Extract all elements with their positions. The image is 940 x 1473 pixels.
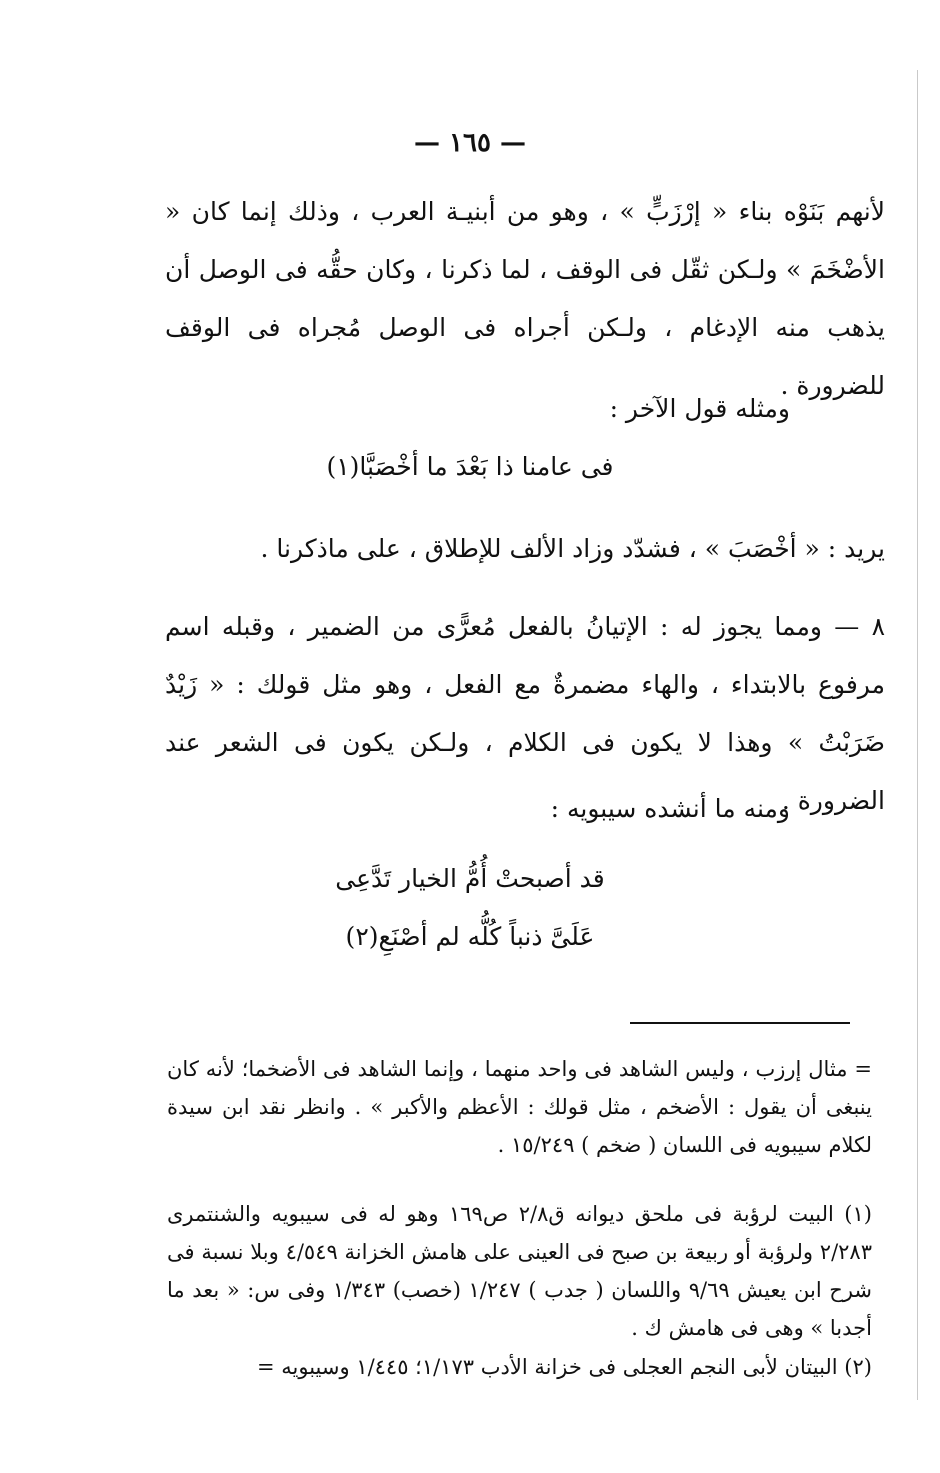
body-paragraph-3: ٨ — ومما يجوز له : الإتيانُ بالفعل مُعرًّى من الضمير ، وقبله اسم مرفوع بالابتداء ، والهاء مضمرةٌ مع الفعل ، وهو مثل قولك : « زَيْدٌ ضَرَبْتُ » وهذا لا يكون فى الكلام ، ولـكن يكون فى الشعر عند الضرورة .: [165, 612, 885, 815]
verse-intro-2: ومنه ما أنشده سيبويه :: [550, 794, 790, 823]
body-paragraph-1: لأنهم بَنَوْه بناء « إرْزَبٍّ » ، وهو من أبنيـة العرب ، وذلك إنما كان « الأضْخَمَ » ولـكن ثقّل فى الوقف ، لما ذكرنا ، وكان حقُّه فى الوصل أن يذهب منه الإدغام ، ولـكن أجراه فى الوصل مُجراه فى الوقف للضرورة .: [165, 197, 885, 400]
body-paragraph-2: يريد : « أخْصَبَ » ، فشدّد وزاد الألف للإطلاق ، على ماذكرنا .: [260, 534, 885, 563]
footnote-2: (٢) البيتان لأبى النجم العجلى فى خزانة الأدب ١/١٧٣؛ ١/٤٤٥ وسيبويه =: [256, 1355, 872, 1379]
verse-intro-1: ومثله قول الآخر :: [609, 394, 790, 423]
verse-line-2a: قد أصبحتْ أُمُّ الخيار تَدَّعِى: [335, 864, 605, 893]
footnote-1: (١) البيت لرؤبة فى ملحق ديوانه ق٢/٨ ص١٦٩ وهو له فى سيبويه والشنتمرى ٢/٢٨٣ ولرؤبة أو ربيعة بن صبح فى العينى على هامش الخزانة ٤/٥٤٩ وبلا نسبة فى شرح ابن يعيش ٩/٦٩ واللسان ( جدب ) ١/٢٤٧ (خصب) ١/٣٤٣ وفى س: « بعد ما أجدبا » وهى فى هامش ك .: [167, 1202, 872, 1340]
verse-line-1: فى عامنا ذا بَعْدَ ما أخْصَبَّا(١): [326, 452, 614, 481]
footnote-separator: [630, 1022, 850, 1024]
page-edge-line: [917, 70, 918, 1400]
footnote-continued: = مثال إرزب ، وليس الشاهد فى واحد منهما ، وإنما الشاهد فى الأضخما؛ لأنه كان ينبغى أن يقول : الأضخم ، مثل قولك : الأعظم والأكبر » . وانظر نقد ابن سيدة لكلام سيبويه فى اللسان ( ضخم ) ١٥/٢٤٩ .: [167, 1057, 872, 1157]
verse-line-2b: عَلَىَّ ذنباً كُلُّه لم أصْنَعِ(٢): [345, 922, 595, 951]
page-number: — ١٦٥ —: [413, 128, 527, 158]
